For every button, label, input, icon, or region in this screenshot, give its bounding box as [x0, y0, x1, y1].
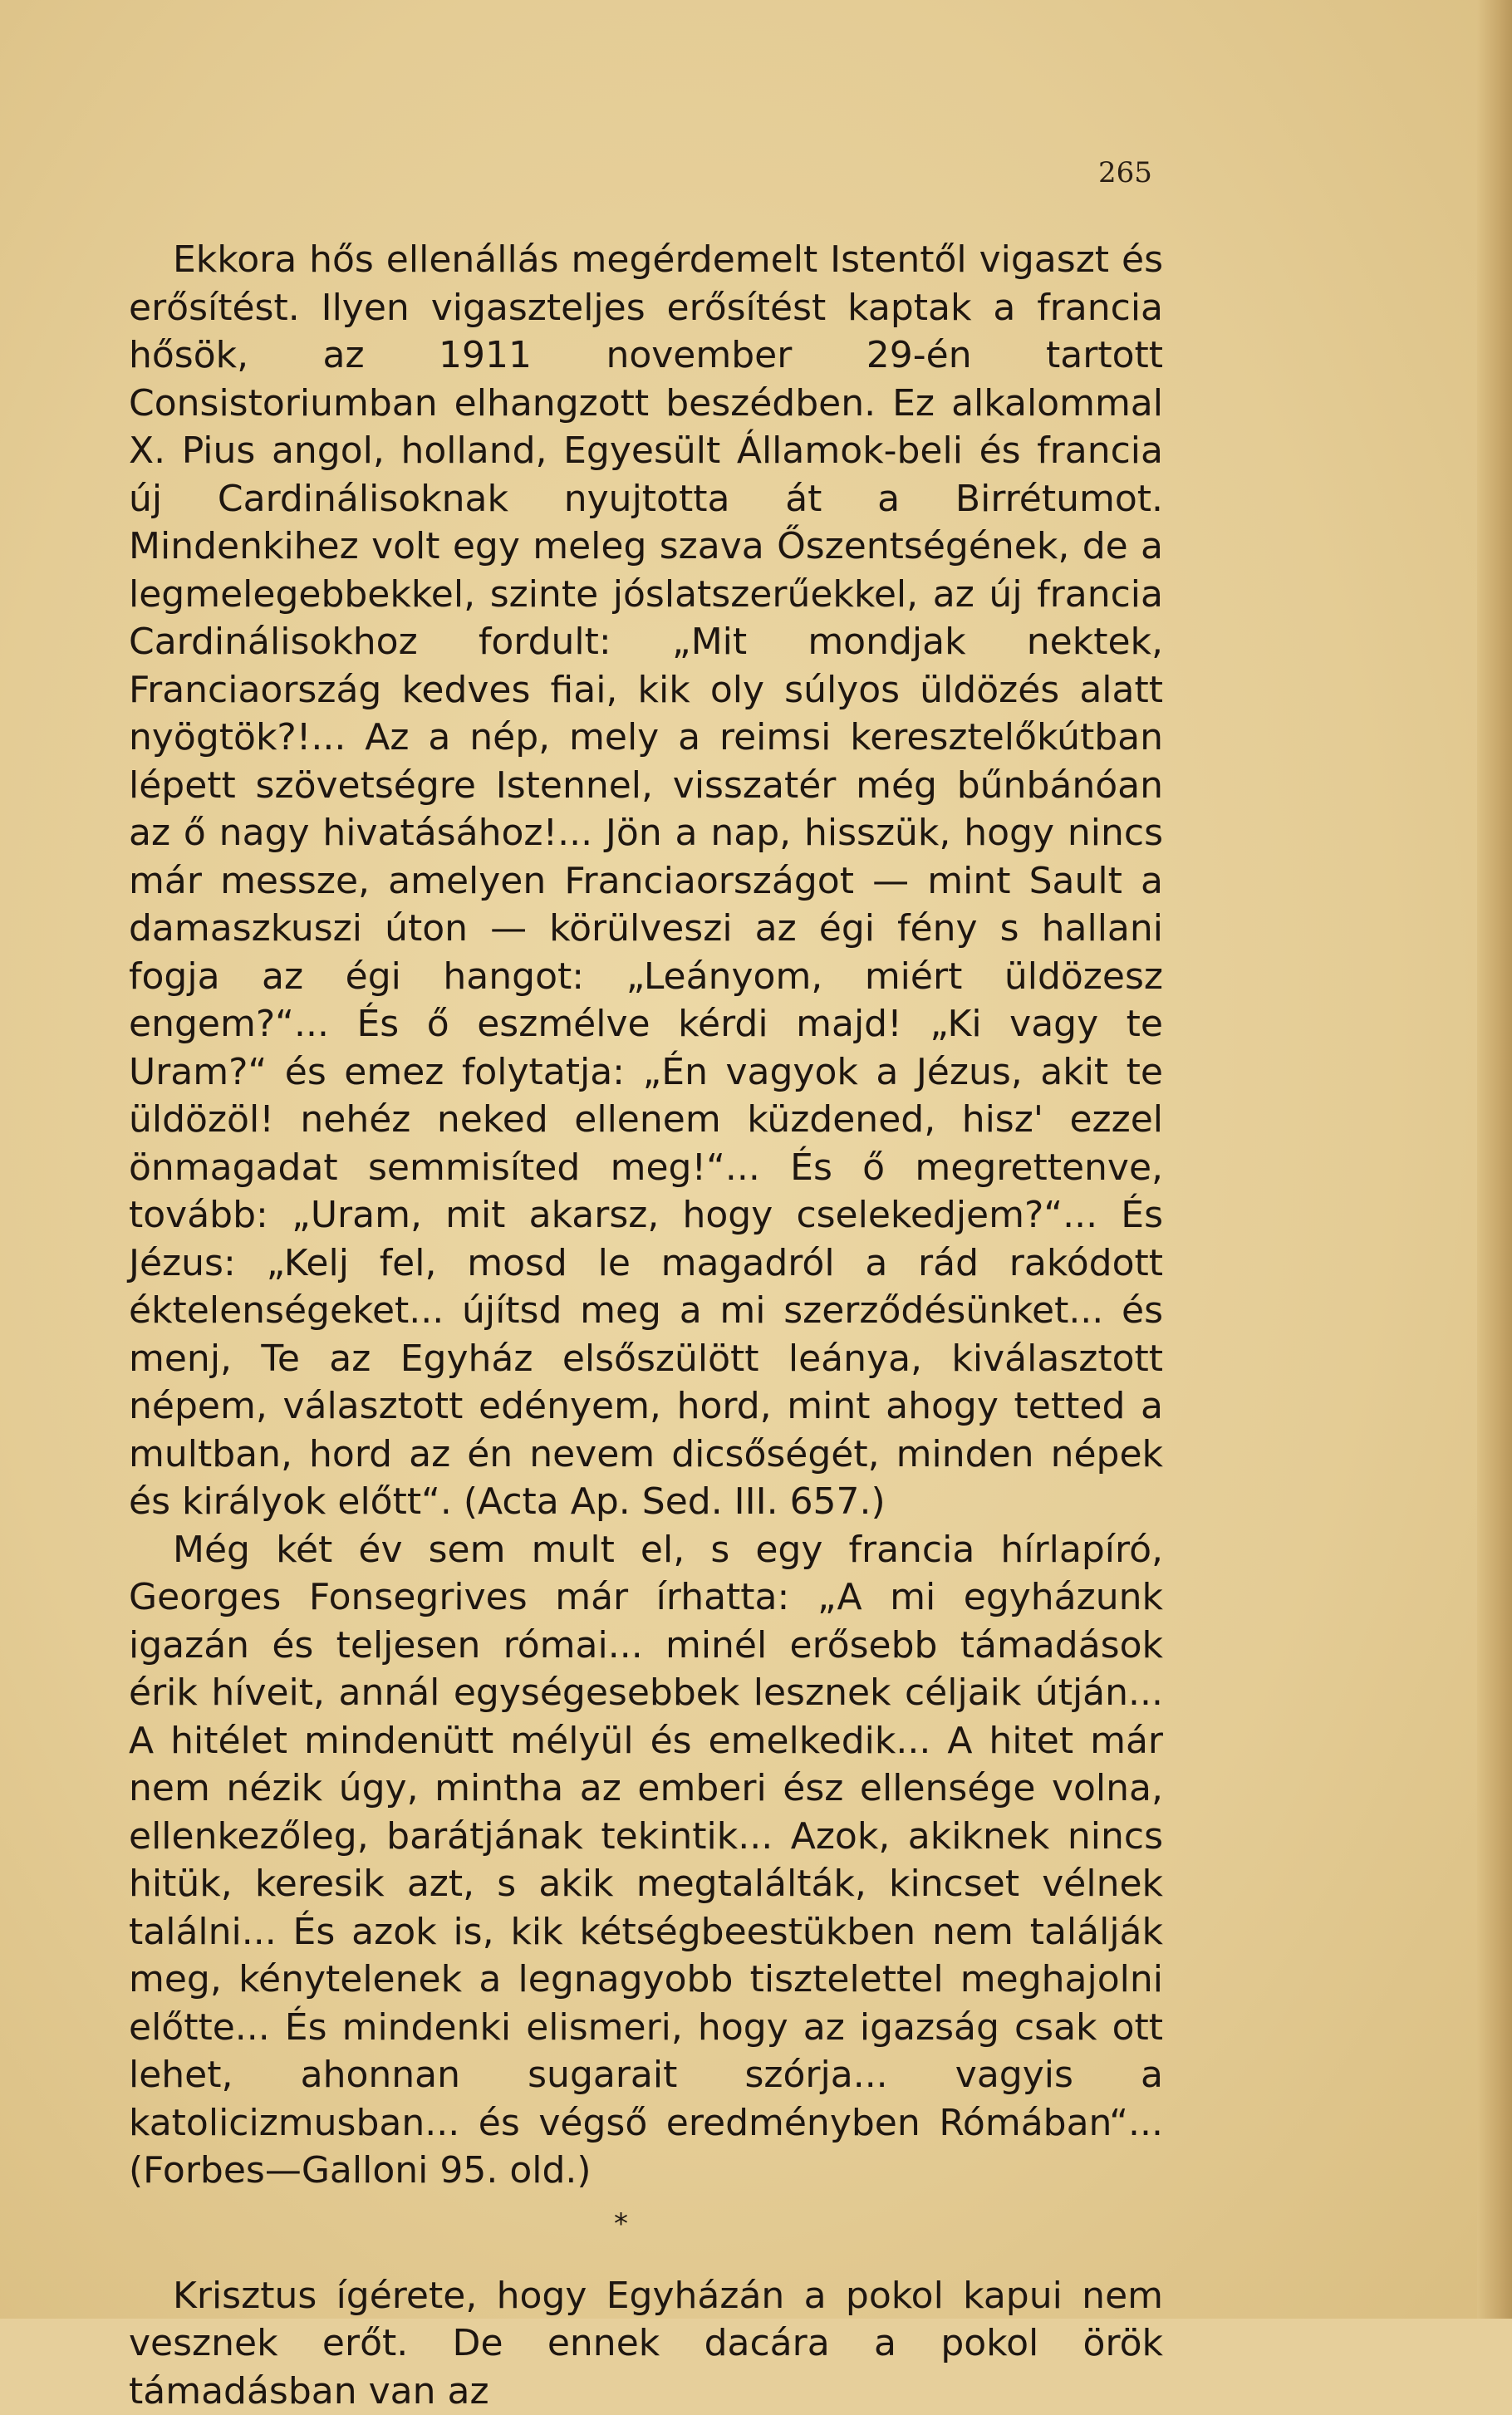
paragraph-pius-x-consistory: Ekkora hős ellenállás megérdemelt Istentől vigaszt és erősítést. Ilyen vigaszteljes erősítést kaptak a francia hősök, az 1911 november 29-én tartott Consistoriumban elhangzott beszédben. Ez alkalommal X. Pius angol, holland, Egyesült Államok-beli és francia új Cardinálisoknak nyujtotta át a Birrétumot. Mindenkihez volt egy meleg szava Őszentségének, de a legmelegebbekkel, szinte jóslatszerűekkel, az új francia Cardinálisokhoz fordult: „Mit mondjak nektek, Franciaország kedves fiai, kik oly súlyos üldözés alatt nyögtök?!... Az a nép, mely a reimsi keresztelőkútban lépett szövetségre Istennel, visszatér még bűnbánóan az ő nagy hivatásához!... Jön a nap, hisszük, hogy nincs már messze, amelyen Franciaországot — mint Sault a damaszkuszi úton — körülveszi az égi fény s hallani fogja az égi hangot: „Leányom, miért üldözesz engem?“... És ő eszmélve kérdi majd! „Ki vagy te Uram?“ és emez folytatja: „Én vagyok a Jézus, akit te üldözöl! nehéz neked ellenem küzdened, hisz' ezzel önmagadat semmisíted meg!“... És ő megrettenve, tovább: „Uram, mit akarsz, hogy cselekedjem?“... És Jézus: „Kelj fel, mosd le magadról a rád rakódott éktelenségeket... újítsd meg a mi szerződésünket... és menj, Te az Egyház elsőszülött leánya, kiválasztott népem, választott edényem, hord, mint ahogy tetted a multban, hord az én nevem dicsőségét, minden népek és királyok előtt“. (Acta Ap. Sed. III. 657.) — [129, 236, 1163, 1526]
page-edge — [1477, 0, 1512, 2319]
page-number: 265 — [1098, 156, 1165, 189]
paragraph-christ-promise: Krisztus ígérete, hogy Egyházán a pokol kapui nem vesznek erőt. De ennek dacára a pokol örök támadásban van az — [129, 2272, 1163, 2415]
section-separator: * — [129, 2195, 1163, 2272]
paragraph-fonsegrives-quote: Még két év sem mult el, s egy francia hírlapíró, Georges Fonsegrives már írhatta: „A mi egyházunk igazán és teljesen római... minél erősebb támadások érik híveit, annál egységesebbek lesznek céljaik útján... A hitélet mindenütt mélyül és emelkedik... A hitet már nem nézik úgy, mintha az emberi ész ellensége volna, ellenkezőleg, barátjának tekintik... Azok, akiknek nincs hitük, keresik azt, s akik megtalálták, kincset vélnek találni... És azok is, kik kétségbeestükben nem találják meg, kénytelenek a legnagyobb tisztelettel meghajolni előtte... És mindenki elismeri, hogy az igazság csak ott lehet, ahonnan sugarait szórja... vagyis a katolicizmusban... és végső eredményben Rómában“... (Forbes—Galloni 95. old.) — [129, 1526, 1163, 2195]
body-text — [129, 236, 1163, 2415]
